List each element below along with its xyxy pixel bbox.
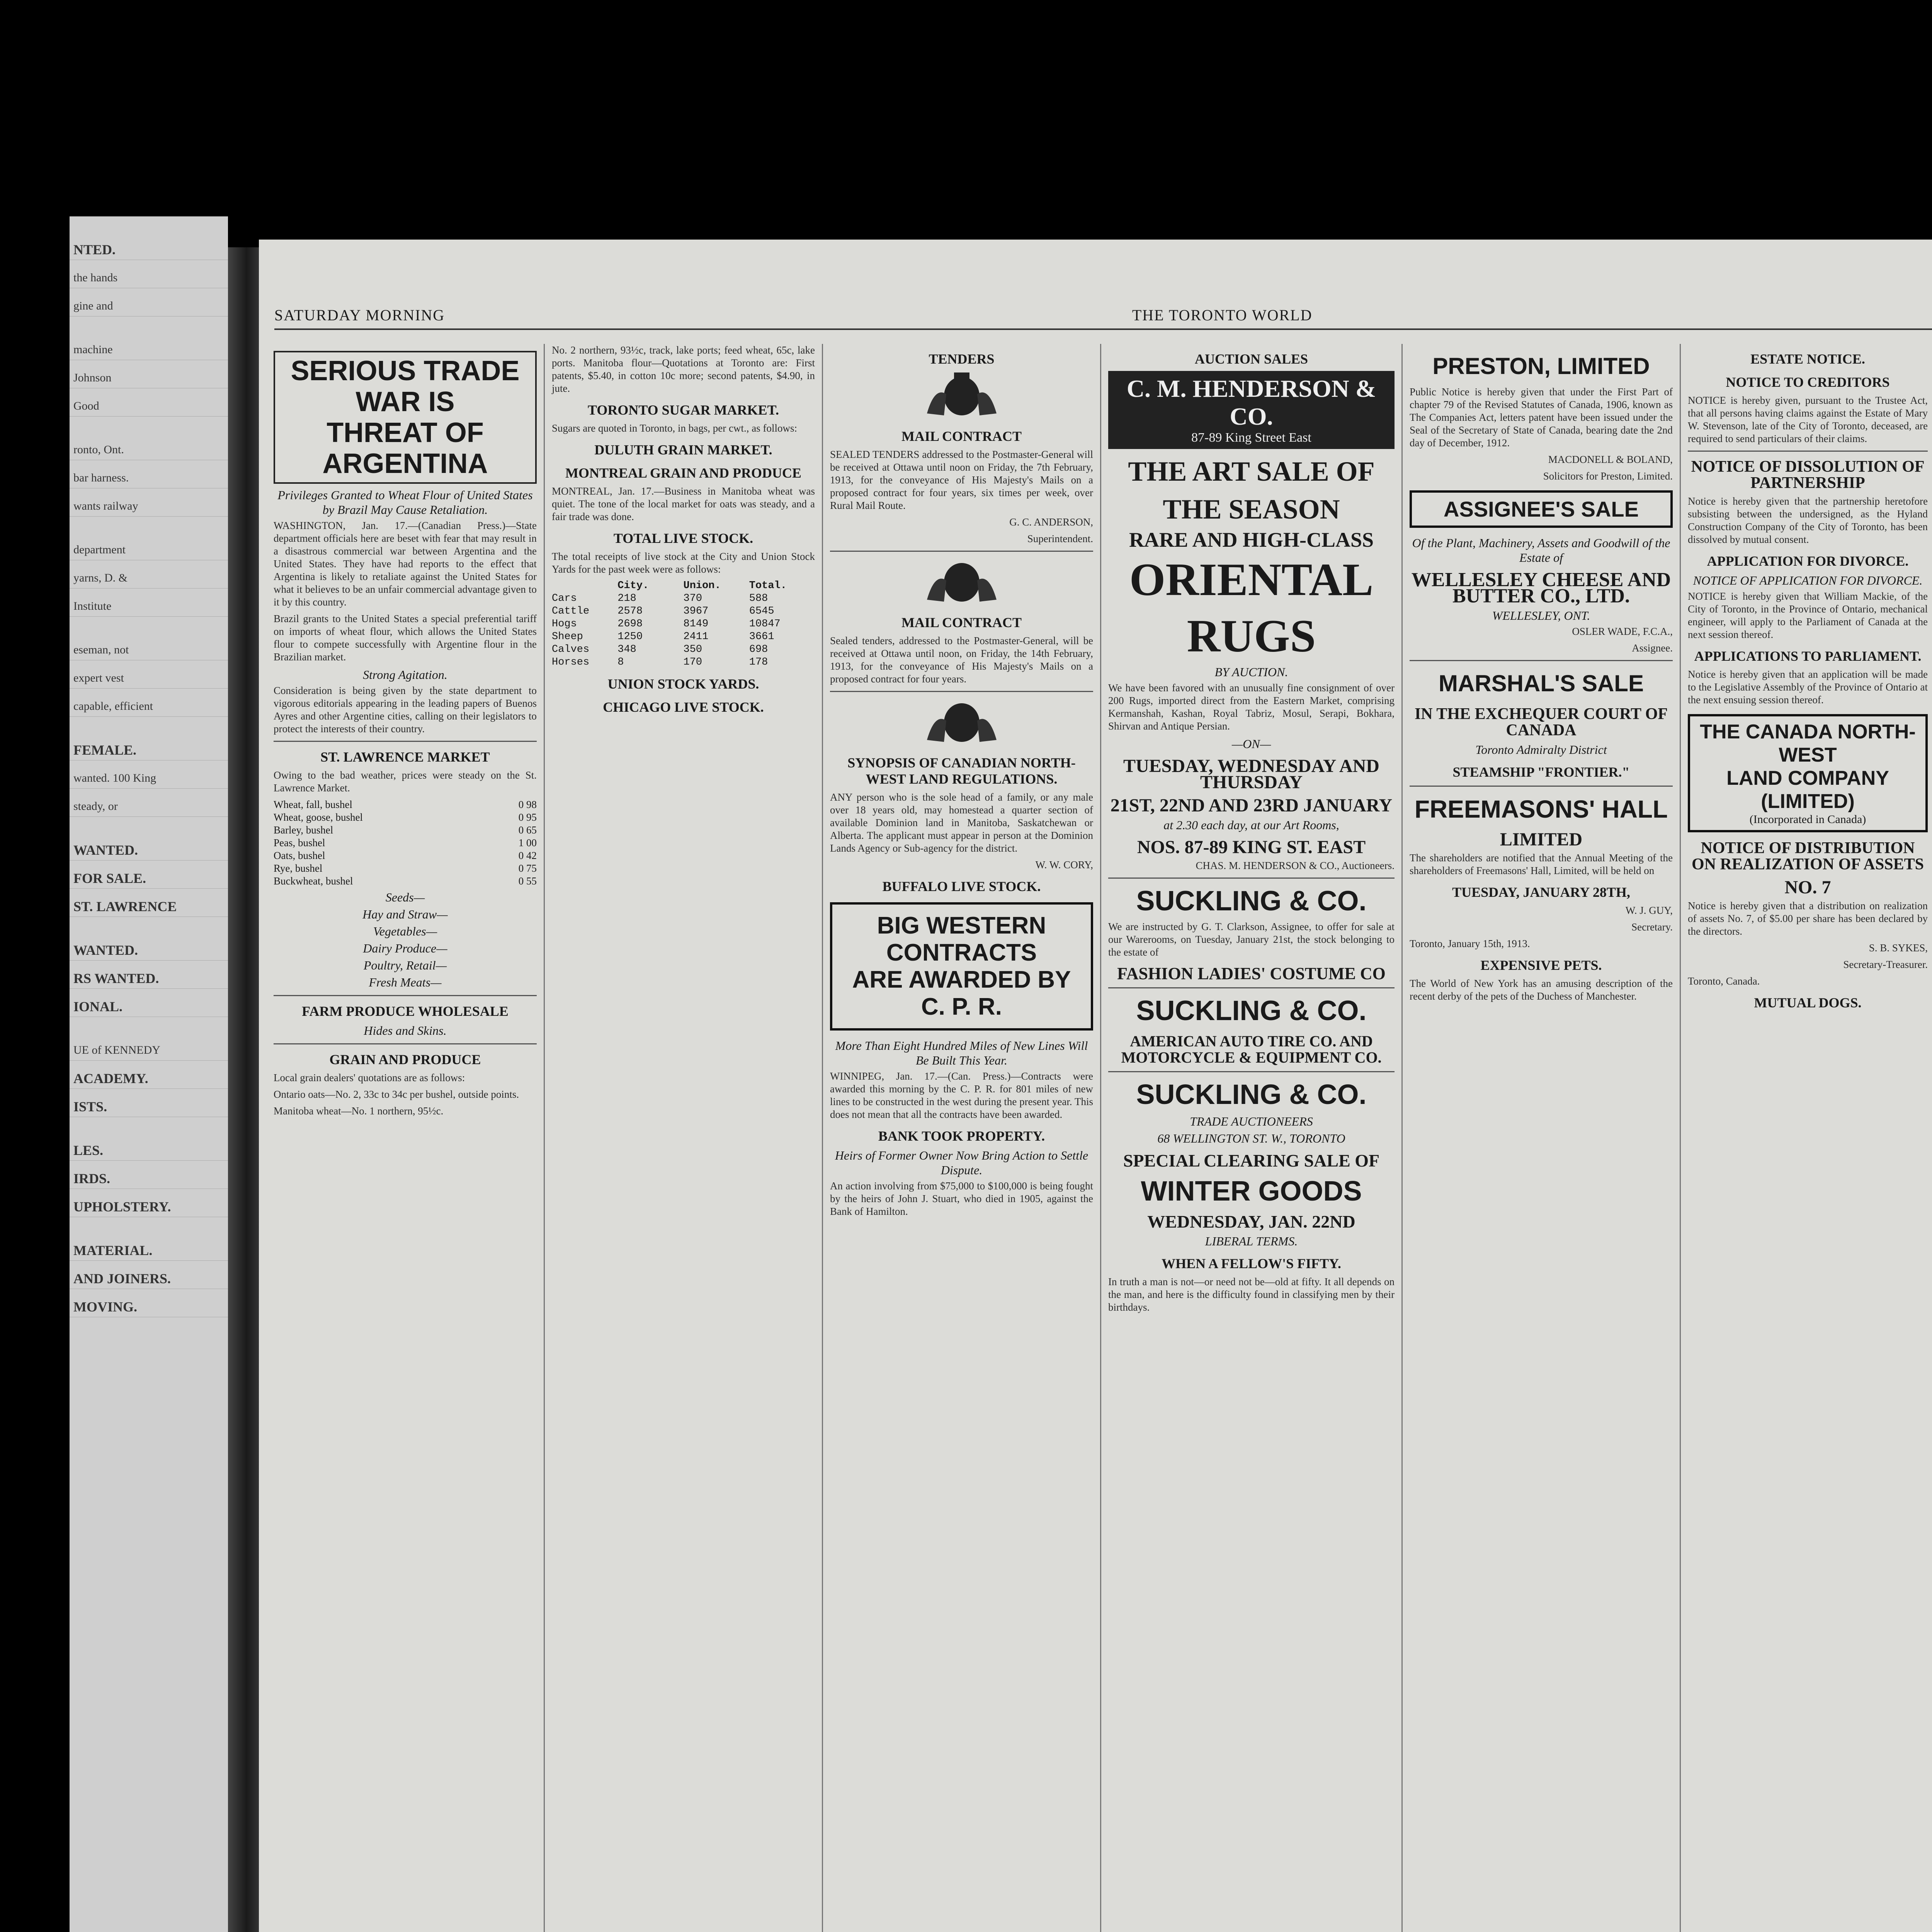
price-row bbox=[274, 837, 537, 849]
prev-page-fragment: machine bbox=[70, 340, 228, 360]
table-cell: 8 bbox=[617, 656, 624, 668]
prev-page-fragment: FOR SALE. bbox=[70, 868, 228, 889]
prev-page-fragment: WANTED. bbox=[70, 940, 228, 961]
table-row bbox=[552, 643, 815, 656]
vegetables-heading: Vegetables— bbox=[373, 924, 437, 938]
poultry-heading: Poultry, Retail— bbox=[363, 958, 447, 972]
trade-war-body-3: Consideration is being given by the state department to vigorous editorials appearing in the leading papers of Buenos Ayres and other Argentine cities, calling on their legislators to protect the interests of their country. bbox=[274, 685, 537, 735]
synopsis-body: ANY person who is the sole head of a family, or any male over 18 years old, may homestead a quarter section of available Dominion land in Manitoba, Saskatchewan or Alberta. The applicant must appear in person at the Dominion Lands Agency or Sub-agency for the district. bbox=[830, 791, 1093, 854]
divorce-sub: NOTICE OF APPLICATION FOR DIVORCE. bbox=[1693, 573, 1923, 587]
sykes-signed: S. B. SYKES, bbox=[1869, 942, 1928, 954]
divider bbox=[1688, 451, 1928, 452]
grain-quotes-top: No. 2 northern, 93½c, track, lake ports; feed wheat, 65c, lake ports. Manitoba flour—Quotations at Toronto are: First patents, $5.40, in cotton 10c more; second patents, $4.90, in jute. bbox=[552, 344, 815, 394]
price-value: 0 55 bbox=[518, 875, 537, 887]
american-auto: AMERICAN AUTO TIRE CO. AND MOTORCYCLE & EQUIPMENT CO. bbox=[1121, 1032, 1382, 1066]
meats-heading: Fresh Meats— bbox=[369, 975, 442, 989]
grain-price-table bbox=[274, 798, 537, 888]
rugs-line: RUGS bbox=[1187, 610, 1316, 662]
price-value: 1 00 bbox=[518, 837, 537, 849]
prev-page-fragment: UE of KENNEDY bbox=[70, 1040, 228, 1061]
distribution-heading: NOTICE OF DISTRIBUTION ON REALIZATION OF ASSETS bbox=[1691, 839, 1924, 873]
parliament-body: Notice is hereby given that an application will be made to the Legislative Assembly of the Province of Ontario at the next ensuing session thereof. bbox=[1688, 668, 1928, 706]
wellesley-location: WELLESLEY, ONT. bbox=[1492, 609, 1590, 622]
art-sale-line-2: THE SEASON bbox=[1163, 494, 1340, 525]
price-row bbox=[274, 824, 537, 837]
divorce-body: NOTICE is hereby given that William Mackie, of the City of Toronto, in the Province of Ontario, mechanical engineer, will apply to the Parliament of Canada at the next session thereof. bbox=[1688, 590, 1928, 640]
distribution-body: Notice is hereby given that a distribution on realization of assets No. 7, of $5.00 per share has been declared by the directors. bbox=[1688, 900, 1928, 937]
cnw-incorporated: (Incorporated in Canada) bbox=[1749, 813, 1866, 826]
divorce-heading: APPLICATION FOR DIVORCE. bbox=[1707, 553, 1909, 569]
trade-war-body-2: Brazil grants to the United States a special preferential tariff on imports of wheat flour, which allows the United States flour to compete successfully with Argentine flour in the Brazilian market. bbox=[274, 613, 537, 663]
auction-on: —ON— bbox=[1231, 737, 1271, 751]
fashion-costume: FASHION LADIES' COSTUME CO bbox=[1117, 964, 1386, 983]
prev-page-fragment: expert vest bbox=[70, 668, 228, 689]
special-clearing: SPECIAL CLEARING SALE OF bbox=[1123, 1151, 1380, 1170]
headline-line-1: SERIOUS TRADE WAR IS bbox=[291, 355, 520, 417]
prev-page-fragment: ACADEMY. bbox=[70, 1068, 228, 1089]
price-item: Oats, bushel bbox=[274, 850, 325, 861]
sugar-body: Sugars are quoted in Toronto, in bags, per cwt., as follows: bbox=[552, 422, 798, 434]
montreal-heading: MONTREAL GRAIN AND PRODUCE bbox=[565, 465, 802, 481]
mail-contract-2-heading: MAIL CONTRACT bbox=[901, 615, 1022, 630]
hay-heading: Hay and Straw— bbox=[362, 907, 448, 921]
prev-page-fragment: eseman, not bbox=[70, 640, 228, 660]
marshals-sale-heading: MARSHAL'S SALE bbox=[1439, 670, 1644, 696]
parliament-heading: APPLICATIONS TO PARLIAMENT. bbox=[1694, 648, 1922, 664]
table-cell: Cars bbox=[552, 593, 577, 604]
manitoba-wheat: Manitoba wheat—No. 1 northern, 95½c. bbox=[274, 1105, 444, 1117]
toronto-sugar-heading: TORONTO SUGAR MARKET. bbox=[587, 402, 779, 418]
canada-north-west-box bbox=[1688, 714, 1928, 832]
prev-page-fragment: ISTS. bbox=[70, 1097, 228, 1117]
divider bbox=[830, 551, 1093, 552]
headline-line-2: THREAT OF ARGENTINA bbox=[322, 417, 488, 479]
column-6 bbox=[1681, 344, 1932, 1932]
table-cell: 8149 bbox=[683, 618, 709, 630]
big-western-line-1: BIG WESTERN CONTRACTS bbox=[877, 912, 1046, 966]
seeds-heading: Seeds— bbox=[385, 890, 425, 904]
exchequer-court: IN THE EXCHEQUER COURT OF CANADA bbox=[1414, 705, 1668, 739]
suckling-1: SUCKLING & CO. bbox=[1136, 886, 1367, 917]
auction-body: We have been favored with an unusually fine consignment of over 200 Rugs, imported direct from the Eastern Market, comprising Kermanshah, Kashan, Royal Tabriz, Mosul, Serapi, Bokhara, Shirvan and Antique Persian. bbox=[1108, 682, 1395, 732]
henderson-banner bbox=[1108, 371, 1395, 449]
synopsis-signed: W. W. CORY, bbox=[1035, 859, 1093, 871]
by-auction: BY AUCTION. bbox=[1214, 665, 1288, 679]
table-header bbox=[552, 580, 815, 592]
mail-contract-heading: MAIL CONTRACT bbox=[901, 429, 1022, 444]
price-value: 0 75 bbox=[518, 862, 537, 874]
prev-page-fragment: MATERIAL. bbox=[70, 1240, 228, 1261]
mutual-dogs-heading: MUTUAL DOGS. bbox=[1754, 995, 1862, 1010]
prev-page-fragment: AND JOINERS. bbox=[70, 1269, 228, 1289]
prev-page-fragment: NTED. bbox=[70, 240, 228, 260]
table-row bbox=[552, 631, 815, 643]
montreal-body: MONTREAL, Jan. 17.—Business in Manitoba wheat was quiet. The tone of the local market for oats was steady, and a fair trade was done. bbox=[552, 485, 815, 522]
trade-war-body-1: WASHINGTON, Jan. 17.—(Canadian Press.)—State department officials here are beset with fear that may result in a disastrous commercial war between Argentina and the United States. They have had reports to the effect that Argentina is likely to retaliate against the United States for what it believes to be an unfair commercial advantage given to it by this country. bbox=[274, 520, 537, 608]
prev-page-fragment: FEMALE. bbox=[70, 740, 228, 760]
price-item: Buckwheat, bushel bbox=[274, 875, 353, 887]
prev-page-fragment: RS WANTED. bbox=[70, 968, 228, 989]
st-lawrence-intro: Owing to the bad weather, prices were steady on the St. Lawrence Market. bbox=[274, 769, 537, 794]
price-row bbox=[274, 862, 537, 875]
notice-creditors-body: NOTICE is hereby given, pursuant to the Trustee Act, that all persons having claims against the Estate of Mary W. Stevenson, late of the City of Toronto, deceased, are required to send particulars of their claims. bbox=[1688, 395, 1928, 444]
wednesday-date: WEDNESDAY, JAN. 22ND bbox=[1147, 1212, 1355, 1231]
prev-page-fragment: Institute bbox=[70, 596, 228, 617]
guy-signed: W. J. GUY, bbox=[1625, 905, 1673, 916]
prev-page-fragment: steady, or bbox=[70, 796, 228, 817]
expensive-pets-body: The World of New York has an amusing description of the recent derby of the pets of the Duchess of Manchester. bbox=[1410, 978, 1673, 1002]
table-row bbox=[552, 605, 815, 618]
mail-signed: G. C. ANDERSON, bbox=[1009, 516, 1093, 528]
henderson-address: 87-89 King Street East bbox=[1191, 430, 1311, 445]
prev-page-fragment: wanted. 100 King bbox=[70, 768, 228, 789]
newspaper-page bbox=[259, 240, 1932, 1932]
cnw-line-1: THE CANADA NORTH-WEST bbox=[1700, 721, 1916, 766]
auction-dates: 21ST, 22ND AND 23RD JANUARY bbox=[1110, 795, 1393, 816]
distribution-number: NO. 7 bbox=[1784, 877, 1831, 898]
auction-sales-heading: AUCTION SALES bbox=[1194, 351, 1308, 367]
live-stock-table bbox=[552, 580, 815, 669]
table-cell: 370 bbox=[683, 593, 702, 604]
table-cell: Horses bbox=[552, 656, 590, 668]
ontario-oats: Ontario oats—No. 2, 33c to 34c per bushel, outside points. bbox=[274, 1088, 519, 1100]
notice-creditors-heading: NOTICE TO CREDITORS bbox=[1726, 374, 1890, 390]
wellington-address: 68 WELLINGTON ST. W., TORONTO bbox=[1157, 1131, 1345, 1145]
headline-trade-war bbox=[274, 351, 537, 484]
masthead bbox=[274, 301, 1932, 330]
big-western-box bbox=[830, 902, 1093, 1031]
table-cell: 588 bbox=[749, 593, 768, 604]
prev-page-fragment: Good bbox=[70, 396, 228, 417]
expensive-pets-heading: EXPENSIVE PETS. bbox=[1480, 957, 1602, 973]
prev-page-fragment: IRDS. bbox=[70, 1168, 228, 1189]
price-item: Wheat, fall, bushel bbox=[274, 799, 352, 810]
table-cell: City. bbox=[617, 580, 649, 592]
dairy-heading: Dairy Produce— bbox=[363, 941, 447, 955]
live-stock-intro: The total receipts of live stock at the City and Union Stock Yards for the past week were as follows: bbox=[552, 551, 815, 575]
preston-solicitor: MACDONELL & BOLAND, bbox=[1548, 454, 1673, 465]
prev-page-fragment: capable, efficient bbox=[70, 696, 228, 717]
osler-signed: OSLER WADE, F.C.A., bbox=[1572, 626, 1673, 637]
divider bbox=[274, 995, 537, 996]
divider bbox=[1410, 786, 1673, 787]
table-cell: Calves bbox=[552, 644, 590, 655]
guy-title: Secretary. bbox=[1631, 921, 1673, 933]
table-cell: Total. bbox=[749, 580, 787, 592]
fellow-fifty-heading: WHEN A FELLOW'S FIFTY. bbox=[1162, 1256, 1341, 1271]
mail-contract-2-body: Sealed tenders, addressed to the Postmaster-General, will be received at Ottawa until noon, on Friday, the 14th February, 1913, for the conveyance of His Majesty's Mails on a proposed contract for four years. bbox=[830, 635, 1093, 685]
trade-war-subhead: Strong Agitation. bbox=[363, 668, 447, 682]
freemasons-body: The shareholders are notified that the Annual Meeting of the shareholders of Freemasons' Hall, Limited, will be held on bbox=[1410, 852, 1673, 876]
table-cell: 2578 bbox=[617, 605, 643, 617]
prev-page-fragment: WANTED. bbox=[70, 840, 228, 861]
table-cell: 350 bbox=[683, 644, 702, 655]
table-cell: 178 bbox=[749, 656, 768, 668]
st-lawrence-market-heading: ST. LAWRENCE MARKET bbox=[320, 749, 490, 765]
royal-arms-icon bbox=[919, 697, 1004, 748]
table-row bbox=[552, 618, 815, 631]
guy-date: Toronto, January 15th, 1913. bbox=[1410, 938, 1530, 949]
winter-goods: WINTER GOODS bbox=[1141, 1176, 1362, 1207]
price-row bbox=[274, 849, 537, 862]
art-sale-line-1: THE ART SALE OF bbox=[1128, 456, 1375, 487]
big-western-deck: More Than Eight Hundred Miles of New Lines Will Be Built This Year. bbox=[835, 1039, 1088, 1067]
mail-contract-body: SEALED TENDERS addressed to the Postmaster-General will be received at Ottawa until noon on Friday, the 7th February, 1913, for the conveyance of His Majesty's Mails on a proposed contract for four years, six times per week, over Rural Mail Route. bbox=[830, 449, 1093, 511]
table-row bbox=[552, 592, 815, 605]
farm-produce-heading: FARM PRODUCE WHOLESALE bbox=[302, 1003, 509, 1019]
royal-arms-icon bbox=[919, 557, 1004, 607]
divider bbox=[830, 691, 1093, 692]
price-row bbox=[274, 798, 537, 811]
total-live-stock-heading: TOTAL LIVE STOCK. bbox=[613, 531, 753, 546]
bank-took-deck: Heirs of Former Owner Now Bring Action to Settle Dispute. bbox=[835, 1148, 1088, 1177]
preston-heading: PRESTON, LIMITED bbox=[1432, 353, 1650, 379]
price-value: 0 42 bbox=[518, 850, 537, 861]
masthead-title: THE TORONTO WORLD bbox=[1132, 306, 1313, 324]
divider bbox=[1108, 1071, 1395, 1072]
table-cell: 3661 bbox=[749, 631, 774, 643]
bank-took-body: An action involving from $75,000 to $100,000 is being fought by the heirs of John J. Stuart, who died in 1905, against the Bank of Hamilton. bbox=[830, 1180, 1093, 1217]
preston-solicitor-title: Solicitors for Preston, Limited. bbox=[1543, 470, 1673, 482]
table-cell: 10847 bbox=[749, 618, 781, 630]
divider bbox=[1410, 660, 1673, 661]
table-cell: 2698 bbox=[617, 618, 643, 630]
price-item: Wheat, goose, bushel bbox=[274, 811, 363, 823]
prev-page-fragment: MOVING. bbox=[70, 1297, 228, 1317]
divider bbox=[1108, 878, 1395, 879]
table-cell: 348 bbox=[617, 644, 636, 655]
liberal-terms: LIBERAL TERMS. bbox=[1205, 1234, 1298, 1248]
bank-took-heading: BANK TOOK PROPERTY. bbox=[878, 1128, 1045, 1144]
table-cell: 2411 bbox=[683, 631, 709, 643]
table-cell: Union. bbox=[683, 580, 721, 592]
prev-page-fragment: the hands bbox=[70, 268, 228, 288]
union-stock-yards-heading: UNION STOCK YARDS. bbox=[607, 676, 759, 692]
meeting-date: TUESDAY, JANUARY 28TH, bbox=[1452, 884, 1630, 900]
grain-produce-heading: GRAIN AND PRODUCE bbox=[329, 1052, 481, 1067]
prev-page-fragment: department bbox=[70, 540, 228, 560]
price-item: Peas, bushel bbox=[274, 837, 325, 849]
assignee-deck: Of the Plant, Machinery, Assets and Goodwill of the Estate of bbox=[1412, 536, 1670, 565]
assignee-heading: ASSIGNEE'S SALE bbox=[1444, 497, 1639, 521]
auction-days: TUESDAY, WEDNESDAY AND THURSDAY bbox=[1123, 756, 1379, 793]
table-cell: 698 bbox=[749, 644, 768, 655]
mail-signed-title: Superintendent. bbox=[1027, 533, 1093, 544]
admiralty-district: Toronto Admiralty District bbox=[1475, 743, 1607, 757]
chicago-heading: CHICAGO LIVE STOCK. bbox=[603, 699, 764, 715]
table-cell bbox=[552, 580, 617, 592]
big-western-line-2: ARE AWARDED BY C. P. R. bbox=[852, 966, 1071, 1020]
assignee-box bbox=[1410, 490, 1673, 528]
wellesley-heading: WELLESLEY CHEESE AND BUTTER CO., LTD. bbox=[1411, 569, 1671, 607]
divider bbox=[274, 1043, 537, 1044]
prev-page-fragment: gine and bbox=[70, 296, 228, 316]
auctioneer: CHAS. M. HENDERSON & CO., Auctioneers. bbox=[1196, 860, 1395, 871]
masthead-day: SATURDAY MORNING bbox=[274, 306, 445, 324]
price-value: 0 95 bbox=[518, 811, 537, 823]
column-5 bbox=[1403, 344, 1681, 1932]
table-cell: 170 bbox=[683, 656, 702, 668]
price-row bbox=[274, 811, 537, 824]
divider bbox=[274, 741, 537, 742]
table-cell: 3967 bbox=[683, 605, 709, 617]
sykes-title: Secretary-Treasurer. bbox=[1843, 959, 1928, 970]
auction-address: NOS. 87-89 KING ST. EAST bbox=[1137, 837, 1366, 857]
prev-page-fragment: IONAL. bbox=[70, 997, 228, 1017]
suckling-3: SUCKLING & CO. bbox=[1136, 1079, 1367, 1110]
prev-page-fragment: LES. bbox=[70, 1140, 228, 1161]
dissolution-body: Notice is hereby given that the partnership heretofore subsisting between the undersigned, as the Hyland Construction Company of the City of Toronto, has been dissolved by mutual consent. bbox=[1688, 495, 1928, 545]
oriental-line: ORIENTAL bbox=[1129, 554, 1374, 605]
sykes-location: Toronto, Canada. bbox=[1688, 975, 1760, 987]
prev-page-fragment: wants railway bbox=[70, 496, 228, 517]
column-2 bbox=[545, 344, 823, 1932]
previous-page-sliver bbox=[70, 216, 228, 1932]
table-cell: 6545 bbox=[749, 605, 774, 617]
table-row bbox=[552, 656, 815, 669]
column-3 bbox=[823, 344, 1101, 1932]
book-gutter bbox=[228, 247, 259, 1932]
big-western-body: WINNIPEG, Jan. 17.—(Can. Press.)—Contracts were awarded this morning by the C. P. R. for 801 miles of new lines to be constructed in the west during the present year. This does not mean that all the contracts have been awarded. bbox=[830, 1070, 1093, 1120]
steamship-frontier: STEAMSHIP "FRONTIER." bbox=[1452, 764, 1630, 780]
divider bbox=[1108, 987, 1395, 988]
rare-line: RARE AND HIGH-CLASS bbox=[1129, 528, 1374, 551]
hides-heading: Hides and Skins. bbox=[364, 1024, 447, 1037]
freemasons-limited: LIMITED bbox=[1500, 829, 1583, 850]
prev-page-fragment: UPHOLSTERY. bbox=[70, 1197, 228, 1217]
table-cell: 1250 bbox=[617, 631, 643, 643]
freemasons-heading: FREEMASONS' HALL bbox=[1414, 795, 1668, 823]
auction-rooms: at 2.30 each day, at our Art Rooms, bbox=[1163, 818, 1339, 832]
price-item: Barley, bushel bbox=[274, 824, 333, 836]
cnw-line-2: LAND COMPANY (LIMITED) bbox=[1726, 767, 1889, 813]
henderson-firm: C. M. HENDERSON & CO. bbox=[1126, 375, 1376, 430]
trade-auctioneers: TRADE AUCTIONEERS bbox=[1190, 1114, 1313, 1128]
fellow-fifty-body: In truth a man is not—or need not be—old at fifty. It all depends on the man, and here is the difficulty found in classifying men by their birthdays. bbox=[1108, 1276, 1395, 1313]
price-value: 0 65 bbox=[518, 824, 537, 836]
suckling-2: SUCKLING & CO. bbox=[1136, 995, 1367, 1026]
estate-notice-heading: ESTATE NOTICE. bbox=[1750, 351, 1865, 367]
dissolution-heading: NOTICE OF DISSOLUTION OF PARTNERSHIP bbox=[1691, 458, 1925, 492]
trade-war-deck: Privileges Granted to Wheat Flour of United States by Brazil May Cause Retaliation. bbox=[277, 488, 533, 517]
price-row bbox=[274, 875, 537, 888]
prev-page-fragment: Johnson bbox=[70, 368, 228, 388]
prev-page-fragment: yarns, D. & bbox=[70, 568, 228, 588]
osler-title: Assignee. bbox=[1632, 642, 1673, 654]
column-4 bbox=[1101, 344, 1403, 1932]
buffalo-heading: BUFFALO LIVE STOCK. bbox=[882, 879, 1041, 894]
table-cell: 218 bbox=[617, 593, 636, 604]
royal-arms-icon bbox=[919, 371, 1004, 421]
column-1 bbox=[267, 344, 545, 1932]
prev-page-fragment: bar harness. bbox=[70, 468, 228, 488]
price-item: Rye, bushel bbox=[274, 862, 323, 874]
duluth-heading: DULUTH GRAIN MARKET. bbox=[594, 442, 772, 457]
table-cell: Sheep bbox=[552, 631, 583, 643]
prev-page-fragment: ronto, Ont. bbox=[70, 440, 228, 460]
prev-page-fragment: ST. LAWRENCE bbox=[70, 896, 228, 917]
suckling-1-body: We are instructed by G. T. Clarkson, Assignee, to offer for sale at our Warerooms, on Tuesday, January 21st, the stock belonging to the estate of bbox=[1108, 921, 1395, 958]
synopsis-heading: SYNOPSIS OF CANADIAN NORTH-WEST LAND REGULATIONS. bbox=[847, 755, 1076, 787]
preston-body: Public Notice is hereby given that under the First Part of chapter 79 of the Revised Statutes of Canada, 1906, known as The Companies Act, letters patent have been issued under the Seal of the Secretary of State of Canada, bearing date the 2nd day of December, 1912. bbox=[1410, 386, 1673, 449]
price-value: 0 98 bbox=[518, 799, 537, 810]
tenders-heading: TENDERS bbox=[929, 351, 995, 367]
table-cell: Hogs bbox=[552, 618, 577, 630]
table-cell: Cattle bbox=[552, 605, 590, 617]
grain-produce-intro: Local grain dealers' quotations are as follows: bbox=[274, 1072, 465, 1083]
